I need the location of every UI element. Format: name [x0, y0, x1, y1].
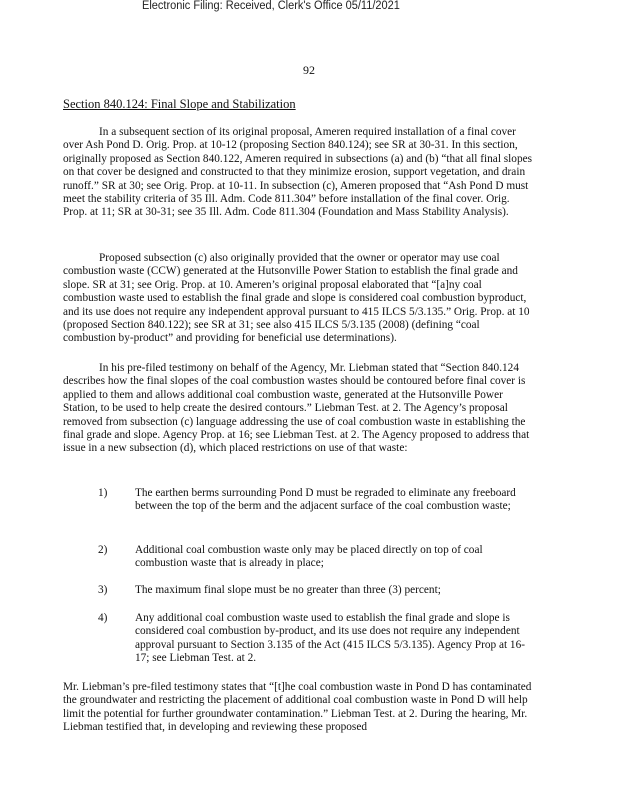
- list-number: 2): [98, 544, 108, 556]
- closing-paragraph: Mr. Liebman’s pre-filed testimony states that “[t]he coal combustion waste in Pond D has contaminated the groundwater and restricting the placement of additional coal combustion waste in Pond D will help limit the potential for further groundwater contamination.” Liebman Test. at 2. During the hearing, Mr. Liebman testified that, in developing and reviewing these proposed: [63, 681, 532, 734]
- paragraph-2: Proposed subsection (c) also originally provided that the owner or operator may use coal combustion waste (CCW) generated at the Hutsonville Power Station to establish the final grade and slope. SR at 31; see Orig. Prop. at 10. Ameren’s original proposal elaborated that “[a]ny coal combustion waste used to establish the final grade and slope is considered coal combustion byproduct, and its use does not require any independent approval pursuant to 415 ILCS 5/3.135.” Orig. Prop. at 10 (proposed Section 840.122); see SR at 31; see also 415 ILCS 5/3.135 (2008) (defining “coal combustion by-product” and providing for beneficial use determinations).: [63, 252, 530, 345]
- list-text: The earthen berms surrounding Pond D must be regraded to eliminate any freeboard between the top of the berm and the adjacent surface of the coal combustion waste;: [135, 487, 516, 513]
- filing-stamp: Electronic Filing: Received, Clerk's Office 05/11/2021: [142, 0, 400, 13]
- list-number: 1): [98, 487, 108, 499]
- list-number: 3): [98, 584, 108, 596]
- paragraph-3: In his pre-filed testimony on behalf of the Agency, Mr. Liebman stated that “Section 840.124 describes how the final slopes of the coal combustion wastes should be contoured before final cover is applied to them and allows additional coal combustion waste, generated at the Hutsonville Power Station, to be used to help create the desired contours.” Liebman Test. at 2. The Agency’s proposal removed from subsection (c) language addressing the use of coal combustion waste in establishing the final grade and slope. Agency Prop. at 16; see Liebman Test. at 2. The Agency proposed to address that issue in a new subsection (d), which placed restrictions on use of that waste:: [63, 362, 530, 455]
- list-text: Any additional coal combustion waste used to establish the final grade and slope is considered coal combustion by-product, and its use does not require any independent approval pursuant to Section 3.135 of the Act (415 ILCS 5/3.135). Agency Prop at 16-17; see Liebman Test. at 2.: [135, 612, 525, 665]
- section-heading: Section 840.124: Final Slope and Stabilization: [63, 97, 296, 111]
- list-number: 4): [98, 612, 108, 624]
- paragraph-1: In a subsequent section of its original proposal, Ameren required installation of a final cover over Ash Pond D. Orig. Prop. at 10-12 (proposing Section 840.124); see SR at 30-31. In this section, originally proposed as Section 840.122, Ameren required in subsections (a) and (b) “that all final slopes on that cover be designed and constructed to that they minimize erosion, support vegetation, and drain runoff.” SR at 30; see Orig. Prop. at 10-11. In subsection (c), Ameren proposed that “Ash Pond D must meet the stability criteria of 35 Ill. Adm. Code 811.304” before installation of the final cover. Orig. Prop. at 11; SR at 30-31; see 35 Ill. Adm. Code 811.304 (Foundation and Mass Stability Analysis).: [63, 126, 533, 219]
- list-text: Additional coal combustion waste only may be placed directly on top of coal combustion waste that is already in place;: [135, 544, 483, 570]
- list-text: The maximum final slope must be no greater than three (3) percent;: [135, 584, 441, 596]
- page-number: 92: [303, 63, 315, 77]
